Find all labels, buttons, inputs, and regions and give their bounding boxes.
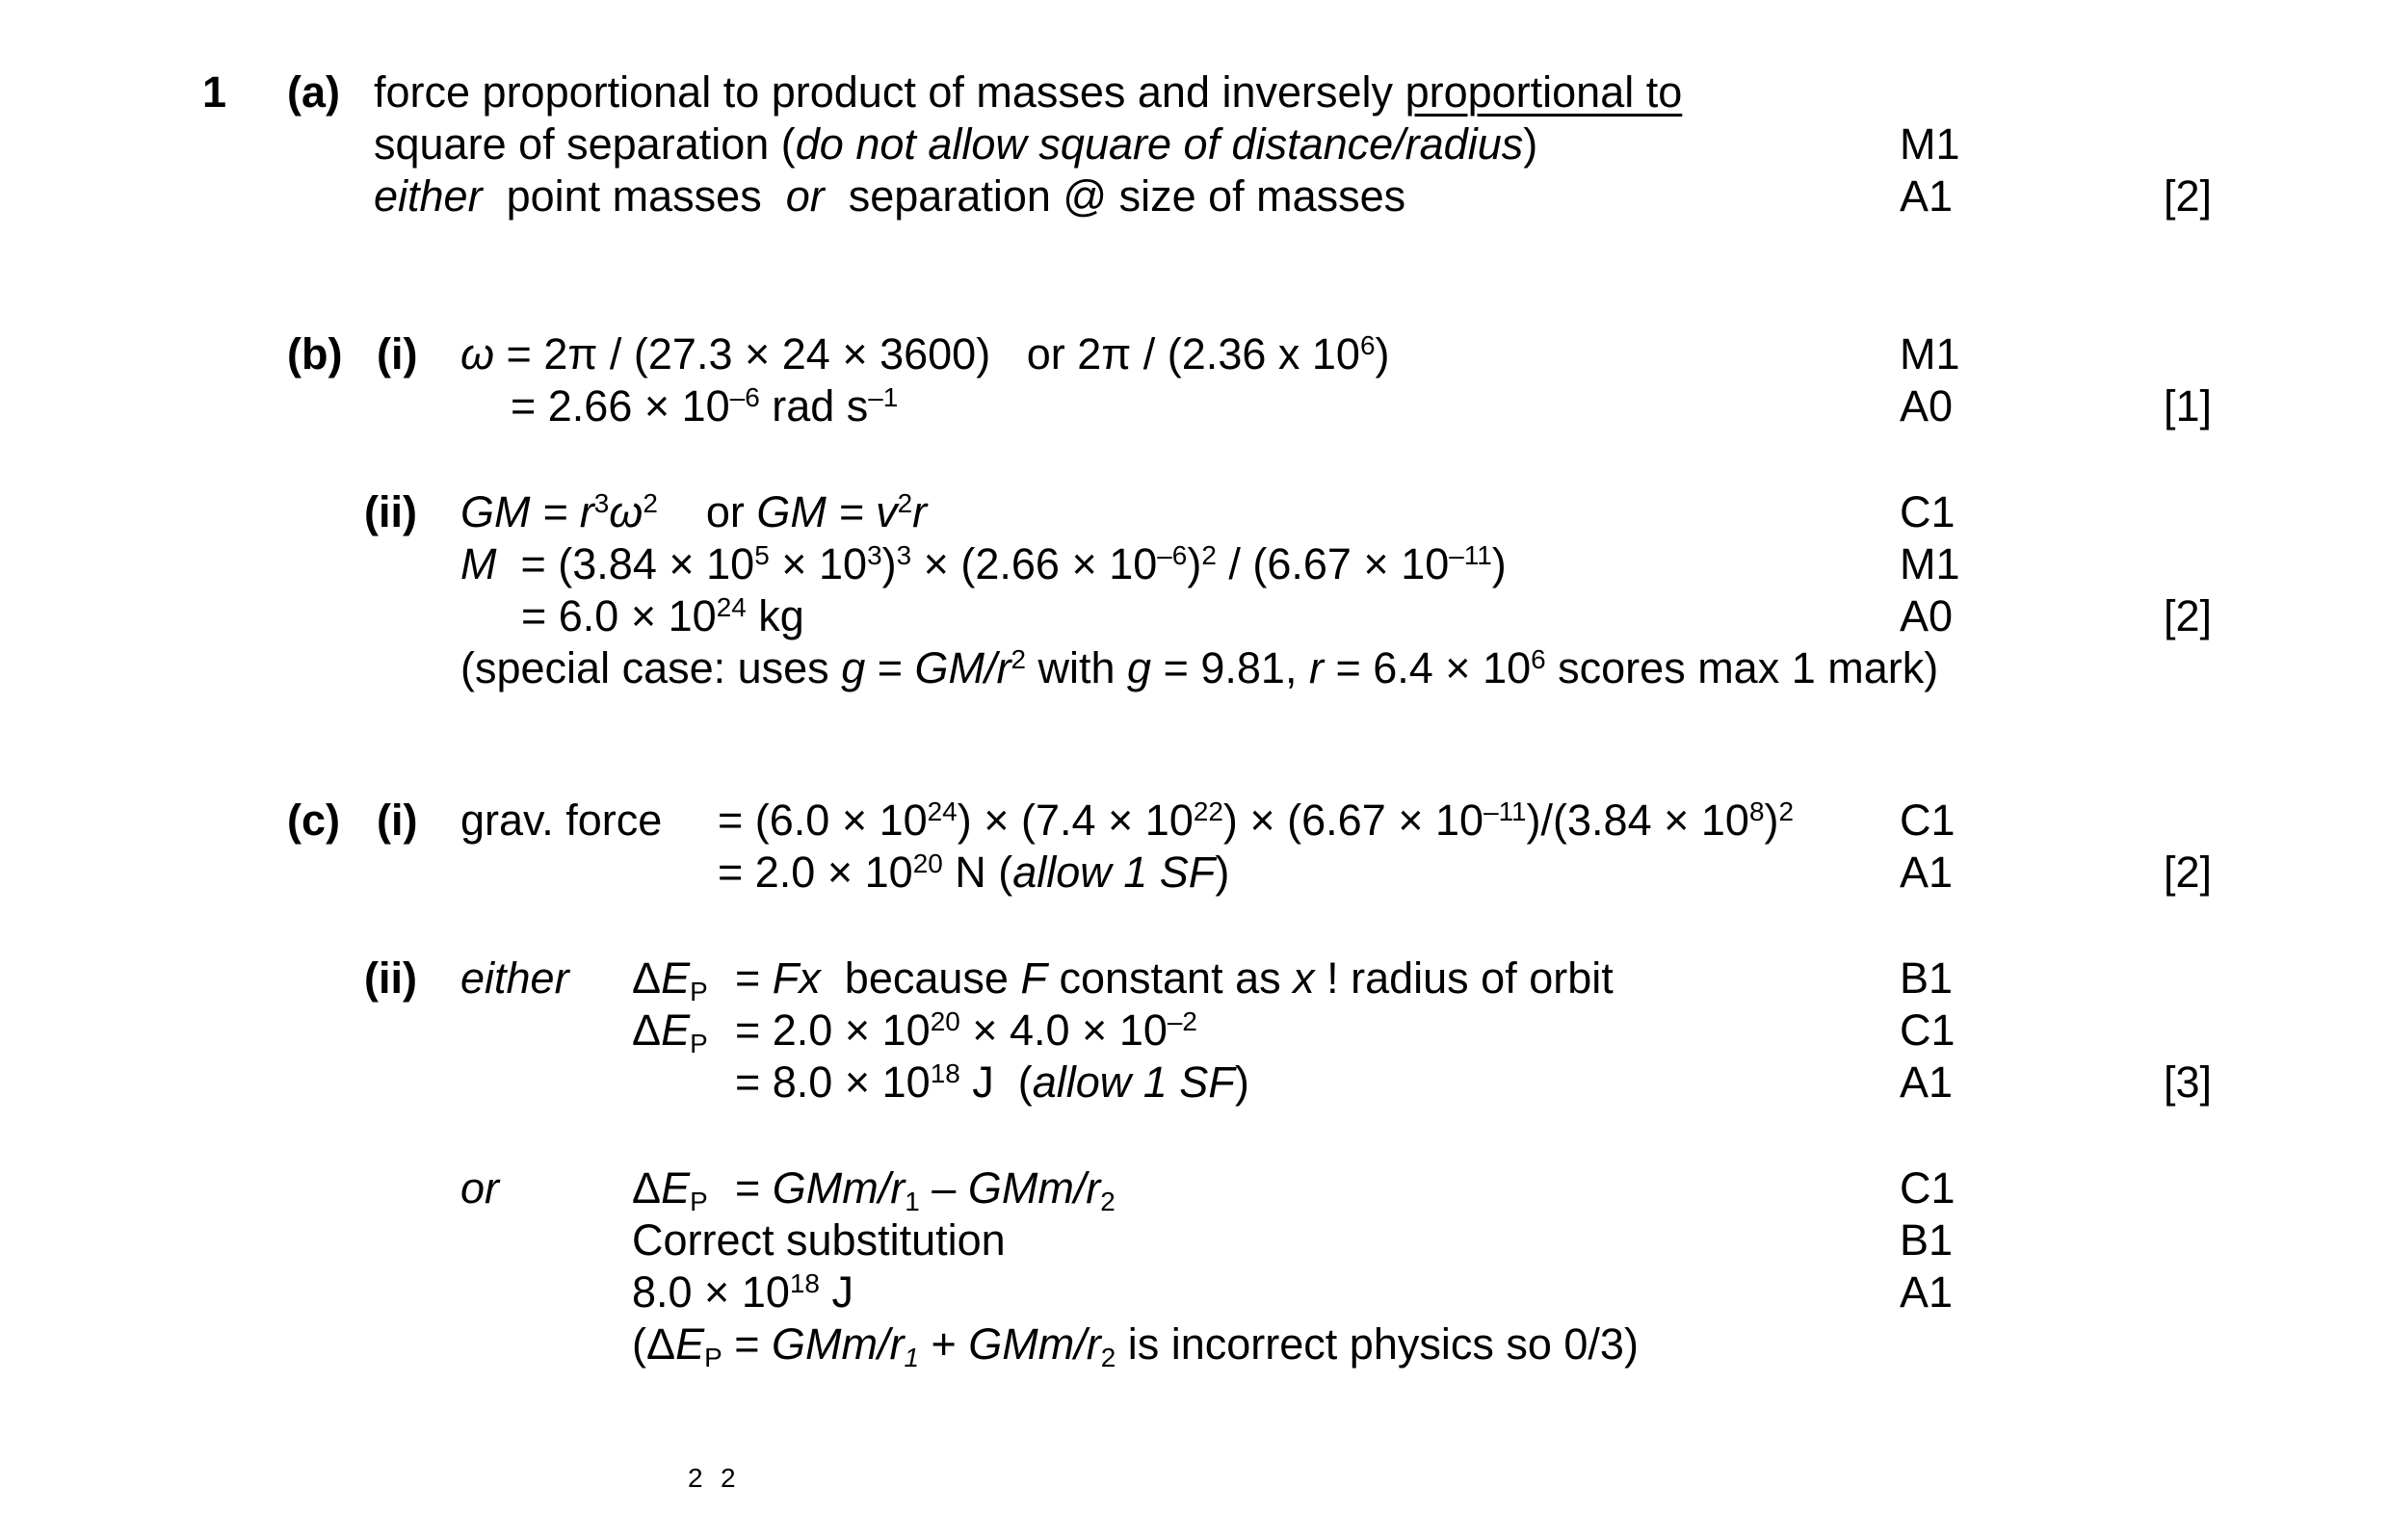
mark-code: C1 xyxy=(1900,1005,1956,1055)
mark-code: B1 xyxy=(1900,1215,1954,1265)
mark-code: A1 xyxy=(1900,848,1954,897)
part-c-ii-label: (ii) xyxy=(364,953,417,1003)
part-a-line-2: square of separation (do not allow square of distance/radius) xyxy=(374,119,1538,169)
mark-code: C1 xyxy=(1900,1163,1956,1213)
mark-code: A1 xyxy=(1900,171,1954,221)
or-label: or xyxy=(460,1163,500,1213)
mark-total: [2] xyxy=(2164,591,2213,640)
part-b-ii-line-3: = $6.0 \times 10^{24}$ kg xyxy=(521,591,804,640)
part-a-label: (a) xyxy=(287,67,340,117)
either-label: either xyxy=(460,953,569,1003)
mark-code: M1 xyxy=(1900,119,1960,169)
or-line-3: $8.0 \times 10^{18}$ J xyxy=(632,1267,853,1317)
part-b-i-line-2: = $2.66 \times 10^{-6}$ rad $s^{-1}$ xyxy=(511,381,899,431)
mark-code: B1 xyxy=(1900,953,1954,1003)
either-line-3: = $8.0 \times 10^{18}$ J (allow 1 SF) xyxy=(735,1057,1249,1107)
cutoff-text-fragment xyxy=(686,1463,742,1493)
part-b-label: (b) xyxy=(287,329,343,378)
mark-code: A1 xyxy=(1900,1267,1954,1317)
or-line-1: = GMm/$r_1 - GMm/r_2$ xyxy=(735,1163,1116,1217)
part-b-ii-line-1: GM = $r^3\omega^2$ or GM = $v^2r$ xyxy=(460,487,928,536)
part-b-ii-label: (ii) xyxy=(364,487,417,536)
mark-total: [2] xyxy=(2164,171,2213,221)
mark-code: M1 xyxy=(1900,329,1960,378)
part-b-i-label: (i) xyxy=(377,329,418,378)
part-b-i-line-1: ω = 2π / (27.3 × 24 × 3600) or 2π / (2.36 x $10^6$) xyxy=(460,329,1390,378)
part-a-line-1: force proportional to product of masses and inversely proportional to xyxy=(374,67,1683,117)
delta-ep-term: $\Delta E_P$ xyxy=(632,1005,708,1059)
or-line-2: Correct substitution xyxy=(632,1215,1006,1265)
mark-code: M1 xyxy=(1900,539,1960,588)
part-c-i-name: grav. force xyxy=(460,796,663,845)
mark-code: C1 xyxy=(1900,487,1956,536)
part-c-i-line-1: = $(6.0 \times 10^{24}) \times (7.4 \times 10^{22}) \times (6.67 \times 10^{-11})/(3.84 \times 10^8)^2$ xyxy=(718,796,1794,845)
part-c-label: (c) xyxy=(287,796,340,845)
question-number: 1 xyxy=(202,67,227,117)
either-line-1: = Fx because F constant as x ! radius of orbit xyxy=(735,953,1614,1003)
delta-ep-term: $\Delta E_P$ xyxy=(632,953,708,1007)
delta-ep-term: $\Delta E_P$ xyxy=(632,1163,708,1217)
mark-total: [1] xyxy=(2164,381,2213,431)
either-line-2: = $2.0 \times 10^{20} \times 4.0 \times 10^{-2}$ xyxy=(735,1005,1197,1055)
mark-code: C1 xyxy=(1900,796,1956,845)
mark-code: A0 xyxy=(1900,591,1954,640)
mark-code: A1 xyxy=(1900,1057,1954,1107)
mark-code: A0 xyxy=(1900,381,1954,431)
mark-total: [2] xyxy=(2164,848,2213,897)
part-a-line-3: either point masses or separation @ size of masses xyxy=(374,171,1406,221)
cutoff-glyph: 2 xyxy=(721,1463,736,1493)
cutoff-glyph: 2 xyxy=(688,1463,703,1493)
part-b-ii-line-2: $M = (3.84 \times 10^5 \times 10^3)^3 \times (2.66 \times 10^{-6})^2 / (6.67 \times 10^{-11})$ xyxy=(460,539,1507,588)
or-line-4: ($\Delta E_P = GMm/r_1 + GMm/r_2$ is incorrect physics so 0/3) xyxy=(632,1319,1639,1373)
part-b-ii-special-case: (special case: uses $g = GM/r^2$ with g = 9.81, $r = 6.4 \times 10^6$ scores max 1 mark) xyxy=(460,643,1939,692)
mark-total: [3] xyxy=(2164,1057,2213,1107)
part-c-i-label: (i) xyxy=(377,796,418,845)
part-c-i-line-2: = $2.0 \times 10^{20}$ N (allow 1 SF) xyxy=(718,848,1230,897)
